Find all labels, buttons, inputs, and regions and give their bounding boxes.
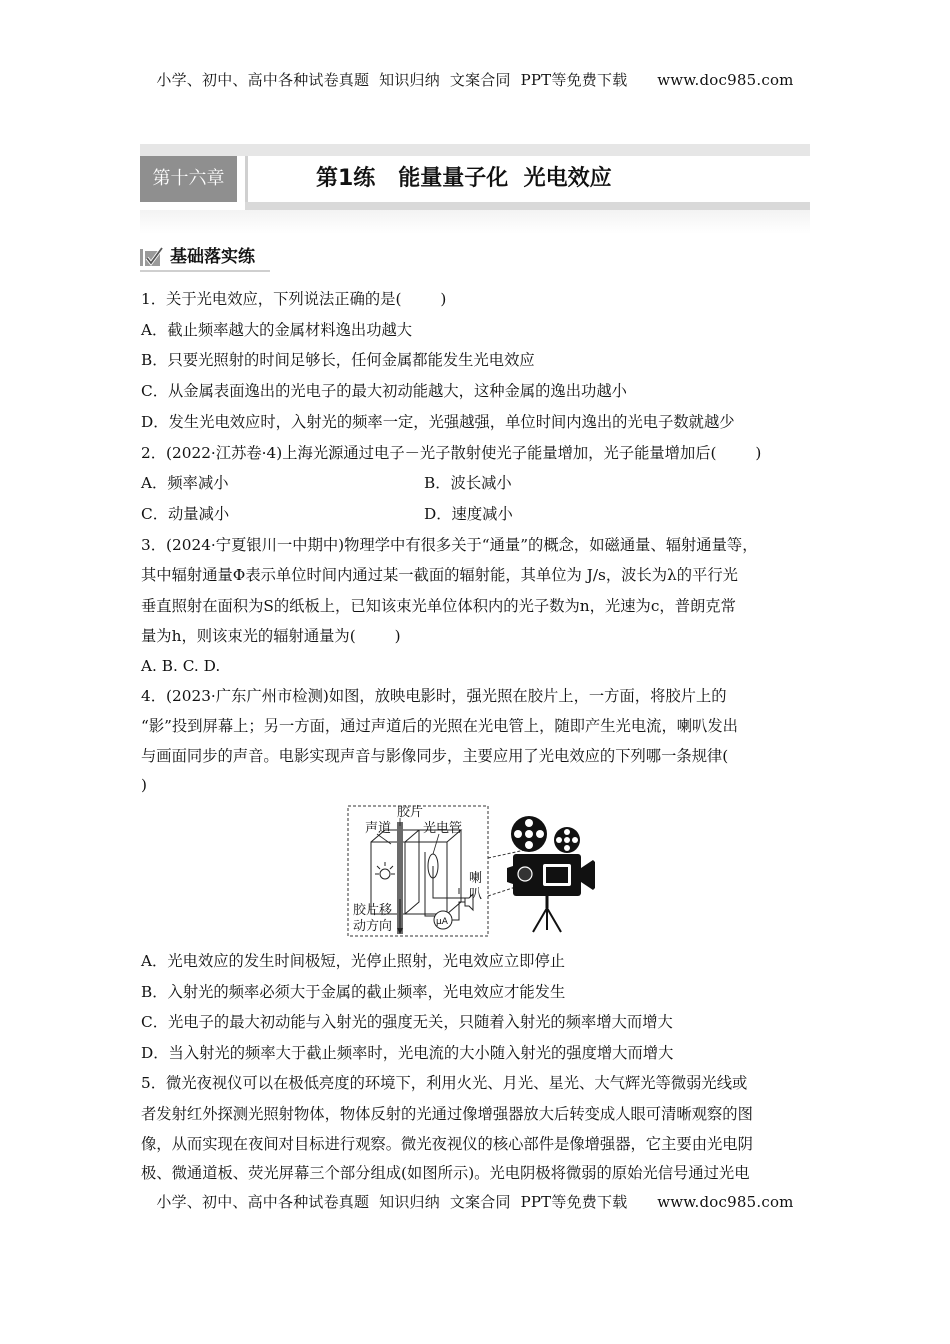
- q5-line-4: 极、微通道板、荧光屏幕三个部分组成(如图所示)。光电阴极将微弱的原始光信号通过光电: [141, 1164, 750, 1182]
- title-top-strip: [140, 144, 810, 156]
- title-box: [245, 156, 813, 202]
- q4-option-d: D．当入射光的频率大于截止频率时，光电流的大小随入射光的强度增大而增大: [141, 1044, 674, 1062]
- q1-option-a: A．截止频率越大的金属材料逸出功越大: [141, 321, 413, 339]
- label-move-2: 动方向: [353, 919, 393, 934]
- q2-option-c: C．动量减小: [141, 505, 230, 523]
- q2-option-a: A．频率减小: [141, 474, 229, 492]
- q3-line-3: 垂直照射在面积为S的纸板上，已知该束光单位体积内的光子数为n，光速为c，普朗克常: [141, 597, 736, 615]
- label-microammeter: μA: [436, 917, 448, 927]
- q5-line-1: 5．微光夜视仪可以在极低亮度的环境下，利用火光、月光、星光、大气辉光等微弱光线或: [141, 1074, 748, 1092]
- q2-option-d: D．速度减小: [424, 505, 513, 523]
- page-header: 小学、初中、高中各种试卷真题 知识归纳 文案合同 PPT等免费下载 www.doc985.com: [156, 71, 794, 89]
- label-phototube: 光电管: [423, 821, 463, 836]
- q2-stem: 2．(2022·江苏卷·4)上海光源通过电子－光子散射使光子能量增加，光子能量增加后( ): [141, 444, 762, 462]
- label-horn-1: 喇: [469, 871, 483, 886]
- checkmark-icon: [140, 246, 164, 268]
- q3-options: A. B. C. D.: [141, 657, 221, 675]
- q4-option-c: C．光电子的最大初动能与入射光的强度无关，只随着入射光的频率增大而增大: [141, 1013, 673, 1031]
- q1-option-d: D．发生光电效应时，入射光的频率一定，光强越强，单位时间内逸出的光电子数就越少: [141, 413, 735, 431]
- title-shadow: [245, 202, 810, 210]
- q4-option-a: A．光电效应的发生时间极短，光停止照射，光电效应立即停止: [141, 952, 566, 970]
- label-move-1: 胶片移: [353, 903, 393, 918]
- q3-line-4: 量为h，则该束光的辐射通量为( ): [141, 627, 401, 645]
- q3-line-2: 其中辐射通量Φ表示单位时间内通过某一截面的辐射能，其单位为 J/s，波长为λ的平行光: [141, 566, 738, 584]
- q4-line-1: 4．(2023·广东广州市检测)如图，放映电影时，强光照在胶片上，一方面，将胶片上的: [141, 687, 727, 705]
- q5-line-2: 者发射红外探测光照射物体，物体反射的光通过像增强器放大后转变成人眼可清晰观察的图: [141, 1105, 753, 1123]
- section-underline: [140, 270, 270, 272]
- q1-option-b: B．只要光照射的时间足够长，任何金属都能发生光电效应: [141, 351, 535, 369]
- q3-line-1: 3．(2024·宁夏银川一中期中)物理学中有很多关于“通量”的概念，如磁通量、辐射通量等，: [141, 536, 758, 554]
- q4-option-b: B．入射光的频率必须大于金属的截止频率，光电效应才能发生: [141, 983, 566, 1001]
- q1-option-c: C．从金属表面逸出的光电子的最大初动能越大，这种金属的逸出功越小: [141, 382, 627, 400]
- section-title: 基础落实练: [170, 247, 255, 267]
- page-footer: 小学、初中、高中各种试卷真题 知识归纳 文案合同 PPT等免费下载 www.doc985.com: [156, 1193, 794, 1211]
- chapter-gap: [237, 156, 245, 202]
- q4-line-4: ): [141, 776, 147, 794]
- title-fade: [140, 210, 810, 234]
- label-soundtrack: 声道: [365, 821, 392, 836]
- chapter-label: 第十六章: [140, 156, 237, 202]
- chapter-title-bar: [140, 144, 810, 234]
- q4-line-3: 与画面同步的声音。电影实现声音与影像同步，主要应用了光电效应的下列哪一条规律(: [141, 747, 729, 765]
- lesson-title: 第1练 能量量子化 光电效应: [316, 166, 612, 191]
- q1-stem: 1．关于光电效应，下列说法正确的是( ): [141, 290, 447, 308]
- q4-line-2: “影”投到屏幕上；另一方面，通过声道后的光照在光电管上，随即产生光电流，喇叭发出: [141, 717, 738, 735]
- label-film: 胶片: [397, 805, 424, 820]
- q5-line-3: 像，从而实现在夜间对目标进行观察。微光夜视仪的核心部件是像增强器，它主要由光电阴: [141, 1135, 753, 1153]
- label-horn-2: 叭: [469, 887, 483, 902]
- q2-option-b: B．波长减小: [424, 474, 512, 492]
- projector-diagram: [347, 804, 602, 938]
